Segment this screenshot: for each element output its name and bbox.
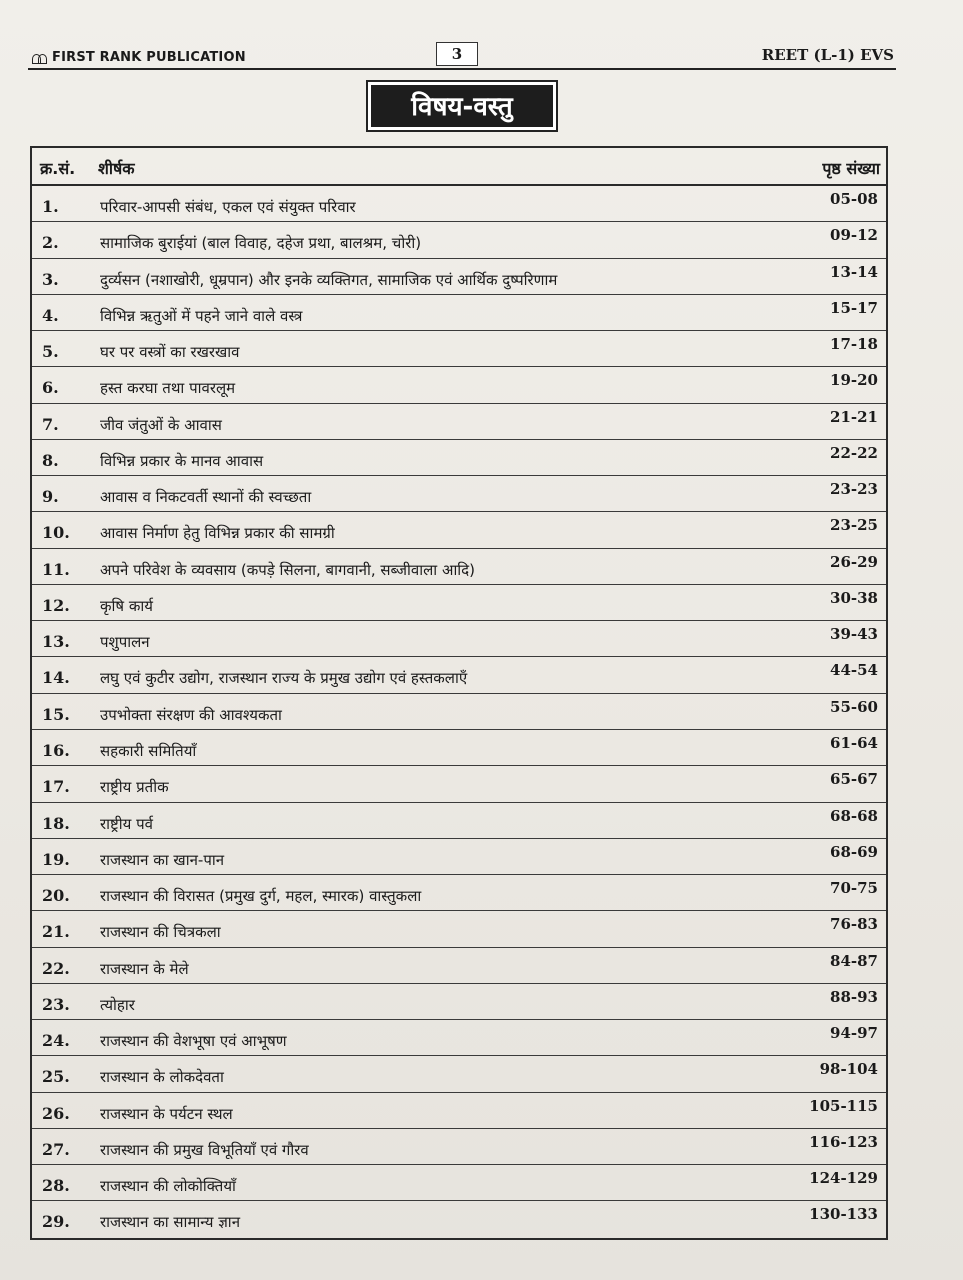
row-page-range: 88-93	[830, 987, 878, 1006]
table-row	[32, 222, 886, 258]
table-row	[32, 367, 886, 403]
row-page-range: 84-87	[830, 951, 878, 970]
row-title: पशुपालन	[100, 633, 150, 652]
table-row	[32, 585, 886, 621]
table-of-contents	[30, 146, 888, 1240]
table-row	[32, 657, 886, 693]
row-serial: 11.	[42, 559, 70, 579]
row-title: राजस्थान का खान-पान	[100, 850, 225, 869]
row-title: उपभोक्ता संरक्षण की आवश्यकता	[100, 705, 282, 724]
toc-rows	[32, 186, 886, 1238]
table-row	[32, 404, 886, 440]
table-row	[32, 1165, 886, 1201]
table-row	[32, 694, 886, 730]
row-serial: 15.	[42, 704, 70, 724]
row-title: सहकारी समितियाँ	[100, 741, 197, 760]
row-page-range: 55-60	[830, 697, 878, 716]
row-serial: 14.	[42, 668, 70, 688]
table-row	[32, 476, 886, 512]
page-title-text: विषय-वस्तु	[371, 85, 553, 127]
row-serial: 22.	[42, 958, 70, 978]
row-title: राजस्थान के लोकदेवता	[100, 1068, 224, 1087]
row-title: घर पर वस्त्रों का रखरखाव	[100, 343, 240, 362]
row-title: दुर्व्यसन (नशाखोरी, धूम्रपान) और इनके व्यक्तिगत, सामाजिक एवं आर्थिक दुष्परिणाम	[100, 270, 558, 289]
row-serial: 23.	[42, 994, 70, 1014]
row-serial: 16.	[42, 740, 70, 760]
row-serial: 5.	[42, 342, 59, 362]
table-row	[32, 766, 886, 802]
row-title: राजस्थान की लोकोक्तियाँ	[100, 1177, 236, 1196]
row-title: परिवार-आपसी संबंध, एकल एवं संयुक्त परिवार	[100, 198, 356, 216]
toc-header	[32, 148, 886, 186]
table-row	[32, 948, 886, 984]
row-page-range: 76-83	[830, 915, 878, 934]
row-title: सामाजिक बुराईयां (बाल विवाह, दहेज प्रथा, बालश्रम, चोरी)	[100, 234, 422, 253]
row-title: अपने परिवेश के व्यवसाय (कपड़े सिलना, बागवानी, सब्जीवाला आदि)	[100, 560, 475, 579]
row-page-range: 94-97	[830, 1024, 878, 1043]
row-serial: 17.	[42, 777, 70, 797]
row-page-range: 23-23	[830, 480, 878, 499]
table-row	[32, 1056, 886, 1092]
row-serial: 6.	[42, 378, 59, 398]
row-title: विभिन्न ऋतुओं में पहने जाने वाले वस्त्र	[100, 306, 303, 325]
row-title: राष्ट्रीय प्रतीक	[100, 778, 169, 797]
row-title: राजस्थान के पर्यटन स्थल	[100, 1104, 233, 1123]
row-page-range: 13-14	[830, 262, 878, 281]
col-page-header: पृष्ठ संख्या	[822, 159, 880, 178]
row-title: आवास व निकटवर्ती स्थानों की स्वच्छता	[100, 488, 312, 507]
row-page-range: 17-18	[830, 335, 878, 354]
page-number: 3	[436, 42, 478, 66]
row-page-range: 68-68	[830, 806, 878, 825]
row-title: राजस्थान की प्रमुख विभूतियाँ एवं गौरव	[100, 1140, 309, 1159]
row-serial: 24.	[42, 1031, 70, 1051]
row-title: जीव जंतुओं के आवास	[100, 415, 222, 434]
row-title: राजस्थान की चित्रकला	[100, 923, 221, 942]
row-page-range: 65-67	[830, 770, 878, 789]
table-row	[32, 911, 886, 947]
table-row	[32, 331, 886, 367]
table-row	[32, 295, 886, 331]
row-serial: 20.	[42, 886, 70, 906]
table-row	[32, 621, 886, 657]
table-row	[32, 512, 886, 548]
row-serial: 12.	[42, 595, 70, 615]
row-title: लघु एवं कुटीर उद्योग, राजस्थान राज्य के प्रमुख उद्योग एवं हस्तकलाएँ	[100, 669, 468, 688]
row-serial: 29.	[42, 1212, 70, 1232]
row-serial: 13.	[42, 632, 70, 652]
publisher	[32, 50, 246, 65]
row-page-range: 09-12	[830, 226, 878, 245]
row-serial: 10.	[42, 523, 70, 543]
row-serial: 18.	[42, 813, 70, 833]
row-title: आवास निर्माण हेतु विभिन्न प्रकार की सामग्री	[100, 524, 335, 543]
row-serial: 28.	[42, 1176, 70, 1196]
row-title: राजस्थान की विरासत (प्रमुख दुर्ग, महल, स्मारक) वास्तुकला	[100, 887, 422, 906]
book-logo-icon	[32, 52, 48, 64]
row-title: राजस्थान के मेले	[100, 959, 189, 978]
row-serial: 7.	[42, 414, 59, 434]
row-serial: 27.	[42, 1139, 70, 1159]
row-title: त्योहार	[100, 995, 135, 1014]
row-page-range: 124-129	[809, 1169, 878, 1188]
table-row	[32, 440, 886, 476]
row-serial: 1.	[42, 197, 59, 216]
col-title-header: शीर्षक	[98, 159, 135, 178]
col-serial-header: क्र.सं.	[40, 159, 76, 178]
row-page-range: 68-69	[830, 842, 878, 861]
row-serial: 3.	[42, 269, 59, 289]
page-header	[28, 40, 896, 70]
row-page-range: 61-64	[830, 733, 878, 752]
row-page-range: 23-25	[830, 516, 878, 535]
book-code: REET (L-1) EVS	[761, 46, 894, 64]
table-row	[32, 1201, 886, 1237]
row-title: राष्ट्रीय पर्व	[100, 814, 153, 833]
row-serial: 9.	[42, 487, 59, 507]
table-row	[32, 1093, 886, 1129]
row-page-range: 130-133	[809, 1205, 878, 1224]
table-row	[32, 1129, 886, 1165]
table-row	[32, 803, 886, 839]
row-page-range: 44-54	[830, 661, 878, 680]
row-page-range: 19-20	[830, 371, 878, 390]
row-serial: 25.	[42, 1067, 70, 1087]
row-page-range: 116-123	[809, 1132, 878, 1151]
row-title: विभिन्न प्रकार के मानव आवास	[100, 451, 264, 470]
row-page-range: 26-29	[830, 552, 878, 571]
row-page-range: 22-22	[830, 443, 878, 462]
table-row	[32, 549, 886, 585]
row-title: राजस्थान का सामान्य ज्ञान	[100, 1213, 241, 1232]
row-page-range: 98-104	[819, 1060, 878, 1079]
row-page-range: 105-115	[809, 1096, 878, 1115]
row-title: हस्त करघा तथा पावरलूम	[100, 379, 236, 398]
row-title: कृषि कार्य	[100, 596, 153, 615]
row-serial: 19.	[42, 849, 70, 869]
table-row	[32, 259, 886, 295]
row-page-range: 70-75	[830, 879, 878, 898]
row-serial: 4.	[42, 305, 59, 325]
publisher-name: FIRST RANK PUBLICATION	[52, 50, 246, 65]
page-title	[366, 80, 558, 132]
table-row	[32, 1020, 886, 1056]
row-serial: 21.	[42, 922, 70, 942]
row-serial: 26.	[42, 1103, 70, 1123]
row-page-range: 15-17	[830, 298, 878, 317]
row-serial: 8.	[42, 450, 59, 470]
table-row	[32, 186, 886, 222]
table-row	[32, 839, 886, 875]
row-page-range: 30-38	[830, 588, 878, 607]
row-serial: 2.	[42, 233, 59, 253]
row-page-range: 05-08	[830, 190, 878, 208]
row-page-range: 39-43	[830, 625, 878, 644]
table-row	[32, 984, 886, 1020]
table-row	[32, 730, 886, 766]
table-row	[32, 875, 886, 911]
row-page-range: 21-21	[830, 407, 878, 426]
row-title: राजस्थान की वेशभूषा एवं आभूषण	[100, 1032, 287, 1051]
